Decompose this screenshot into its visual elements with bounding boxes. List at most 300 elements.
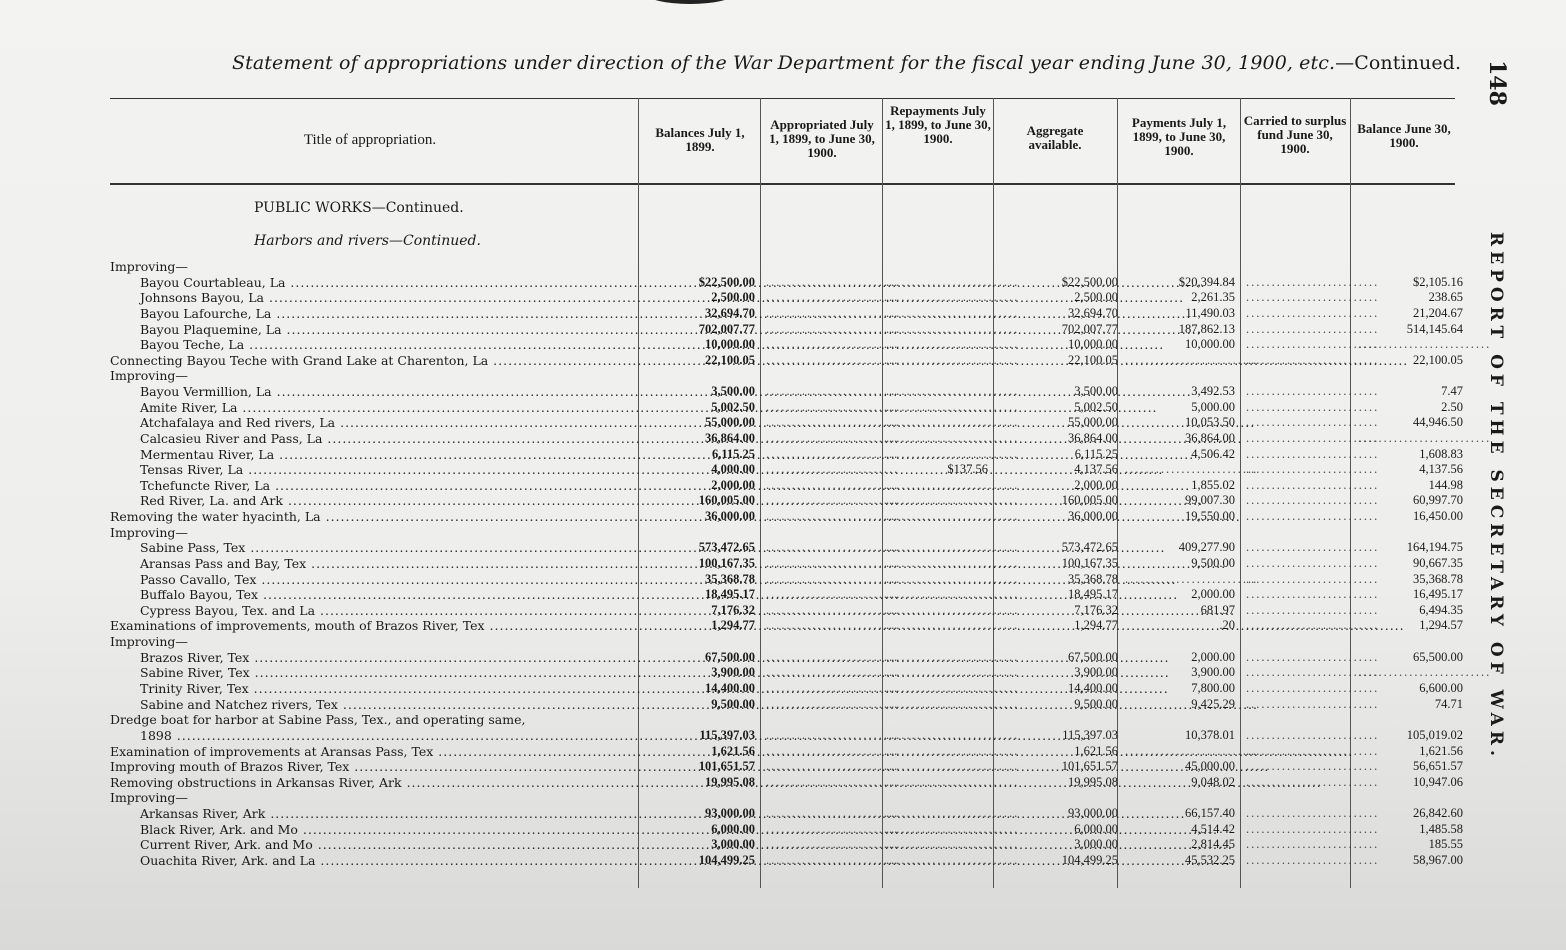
cell-value: 35,368.78 (1413, 571, 1463, 586)
leader-dots: .......................... (886, 852, 1020, 867)
table-row (110, 447, 1480, 462)
table-row (110, 509, 1480, 524)
table-row (110, 525, 1480, 540)
cell-value: 22,100.05 (1068, 352, 1118, 367)
leader-dots: .......................... (886, 430, 1020, 445)
leader-dots: .......................... (766, 462, 900, 477)
cell-value: 1,294.77 (711, 618, 755, 633)
leader-dots: .......................... (886, 618, 1020, 633)
cell-value: 11,490.03 (1185, 305, 1235, 320)
leader-dots: .......................... (886, 743, 1020, 758)
cell-value: 6,600.00 (1419, 681, 1463, 695)
cell-value: 238.65 (1428, 290, 1463, 305)
cell-value: 7,176.32 (1074, 602, 1118, 617)
page-title (232, 52, 1462, 74)
cell-value: 10,000.00 (705, 337, 755, 352)
table-row (110, 353, 1480, 368)
cell-value: 45,532.25 (1185, 852, 1235, 867)
leader-dots: .......................... (1246, 446, 1380, 461)
leader-dots: .......................... (766, 352, 900, 367)
cell-value: 105,019.02 (1406, 727, 1463, 742)
leader-dots: .......................... (766, 743, 900, 758)
cell-value: 409,277.90 (1178, 540, 1235, 555)
leader-dots: .......................... (1125, 462, 1259, 477)
cell-value: 2,000.00 (1191, 649, 1235, 664)
table-row (110, 822, 1480, 837)
cell-value: 67,500.00 (1068, 649, 1118, 664)
leader-dots: .......................... (1246, 321, 1380, 336)
cell-value: 19,550.00 (1185, 509, 1235, 524)
cell-value: 16,495.17 (1413, 587, 1463, 602)
table-row (110, 540, 1480, 555)
cell-value: 573,472.65 (698, 540, 755, 555)
cell-value: 185.55 (1428, 837, 1463, 852)
leader-dots: .......................... (1246, 352, 1380, 367)
table-row (110, 400, 1480, 415)
row-label: Bayou Courtableau, La ..... (140, 275, 638, 290)
cell-value: 514,145.64 (1406, 321, 1463, 336)
leader-dots: .......................... (1246, 462, 1380, 477)
cell-value: 10,947.06 (1413, 774, 1463, 789)
leader-dots: .......................... (766, 446, 900, 461)
cell-value: 16,450.00 (1413, 509, 1463, 524)
leader-dots: .......................... (1246, 555, 1380, 570)
leader-dots: .......................... (1246, 806, 1380, 821)
cell-value: 6,115.25 (1074, 446, 1118, 461)
cell-value: 55,000.00 (705, 415, 755, 430)
leader-dots: .......................... (766, 415, 900, 430)
cell-value: 19,995.08 (705, 774, 755, 789)
table-row (110, 634, 1480, 649)
cell-value: $137.56 (947, 462, 988, 477)
leader-dots: .......................... (766, 821, 900, 836)
cell-value: 702,007.77 (1061, 321, 1118, 336)
leader-dots: .......................... (1246, 696, 1380, 711)
cell-value: 56,651.57 (1413, 759, 1463, 774)
leader-dots: .......................... (886, 290, 1020, 305)
cell-value: 74.71 (1434, 696, 1463, 711)
row-label: Improving— (110, 259, 188, 274)
row-label: Amite River, La ..... (140, 400, 638, 415)
row-label: Dredge boat for harbor at Sabine Pass, Tex., and operating same, (110, 712, 526, 728)
leader-dots: .......................... (766, 399, 900, 414)
leader-dots: .......................... (886, 399, 1020, 414)
cell-value: 32,694.70 (705, 305, 755, 320)
leader-dots: .......................... (886, 540, 1020, 555)
leader-dots: .......................... (886, 806, 1020, 821)
row-label: Aransas Pass and Bay, Tex ..... (140, 556, 638, 571)
leader-dots: .......................... (766, 618, 900, 633)
leader-dots: .......................... (1246, 384, 1380, 399)
cell-value: 90,667.35 (1413, 555, 1463, 570)
leader-dots: .......................... (886, 759, 1020, 774)
cell-value: 7.47 (1441, 384, 1463, 399)
table-row (110, 368, 1480, 383)
leader-dots: .......................... (886, 681, 1020, 695)
cell-value: 36,864.00 (1068, 430, 1118, 445)
row-label: Improving— (110, 790, 188, 806)
table-row (110, 462, 1480, 477)
cell-value: 32,694.70 (1068, 305, 1118, 320)
table-row (110, 806, 1480, 821)
header-balance-1900: Balance June 30, 1900. (1357, 121, 1451, 150)
row-label: Bayou Plaquemine, La ..... (140, 322, 638, 337)
row-label: Bayou Vermillion, La ..... (140, 384, 638, 399)
row-label: Removing obstructions in Arkansas River, Ark ..... (110, 775, 638, 790)
leader-dots: .......................... (1246, 493, 1380, 508)
leader-dots: .......................... (766, 337, 900, 352)
table-row (110, 384, 1480, 399)
page-number: 148 (1484, 60, 1510, 106)
table-row (110, 478, 1480, 493)
leader-dots: .......................... (1246, 649, 1380, 664)
cell-value: 9,425.29 (1191, 696, 1235, 711)
leader-dots: .......................... (1246, 540, 1380, 555)
header-balances-1899: Balances July 1, 1899. (655, 125, 745, 154)
cell-value: 9,048.02 (1191, 774, 1235, 789)
table-row (110, 306, 1480, 321)
leader-dots: .......................... (886, 571, 1020, 586)
leader-dots: .......................... (1246, 430, 1380, 445)
cell-value: $2,105.16 (1413, 274, 1463, 289)
leader-dots: .......................... (886, 321, 1020, 336)
cell-value: 100,167.35 (1061, 555, 1118, 570)
row-label: Examinations of improvements, mouth of Brazos River, Tex ..... (110, 618, 638, 633)
table-row (110, 603, 1480, 618)
table-row (110, 744, 1480, 759)
cell-value: 1,294.77 (1074, 618, 1118, 633)
header-appropriated: Appropriated July 1, 1899, to June 30, 1900. (769, 117, 875, 160)
row-label: Bayou Lafourche, La ..... (140, 306, 638, 321)
cell-value: 36,864.00 (705, 430, 755, 445)
leader-dots: .......................... (1125, 571, 1259, 586)
leader-dots: .......................... (1246, 852, 1380, 867)
header-carried-to-surplus: Carried to surplus fund June 30, 1900. (1243, 113, 1347, 156)
row-label: Improving— (110, 634, 188, 650)
scan-artifact (645, 0, 735, 4)
cell-value: 93,000.00 (1068, 806, 1118, 821)
table-row (110, 587, 1480, 602)
leader-dots: .......................... (886, 696, 1020, 711)
cell-value: 35,368.78 (1068, 571, 1118, 586)
cell-value: 36,000.00 (1068, 509, 1118, 524)
row-label: Sabine Pass, Tex ..... (140, 540, 638, 555)
table-row (110, 728, 1480, 743)
cell-value: 101,651.57 (1061, 759, 1118, 774)
cell-value: 4,514.42 (1191, 821, 1235, 836)
leader-dots: .......................... (886, 587, 1020, 602)
row-label: Current River, Ark. and Mo ..... (140, 837, 638, 852)
cell-value: 99,007.30 (1185, 493, 1235, 508)
table-row (110, 681, 1480, 696)
row-label: Examination of improvements at Aransas Pass, Tex ..... (110, 744, 638, 759)
leader-dots: .......................... (1246, 290, 1380, 305)
row-label: Bayou Teche, La ..... (140, 337, 638, 352)
row-label: Brazos River, Tex ..... (140, 650, 638, 665)
cell-value: 3,492.53 (1191, 384, 1235, 399)
cell-value: 18,495.17 (1068, 587, 1118, 602)
cell-value: 65,500.00 (1413, 649, 1463, 664)
cell-value: 22,100.05 (705, 352, 755, 367)
row-label: Improving— (110, 524, 188, 540)
cell-value: 9,500.00 (1074, 696, 1118, 711)
leader-dots: .......................... (886, 555, 1020, 570)
row-label: Passo Cavallo, Tex ..... (140, 572, 638, 587)
leader-dots: .......................... (766, 384, 900, 399)
table-row (110, 337, 1492, 353)
cell-value: 14,400.00 (1068, 681, 1118, 695)
leader-dots: .......................... (886, 415, 1020, 430)
leader-dots: .......................... (766, 649, 900, 664)
cell-value: 9,500.00 (711, 696, 755, 711)
row-label: Atchafalaya and Red rivers, La ..... (140, 415, 638, 430)
cell-value: 14,400.00 (705, 681, 755, 695)
cell-value: 5,000.00 (1191, 399, 1235, 414)
cell-value: 2,000.00 (1074, 477, 1118, 492)
cell-value: 36,000.00 (705, 509, 755, 524)
cell-value: 7,800.00 (1191, 681, 1235, 695)
cell-value: 3,500.00 (1074, 384, 1118, 399)
leader-dots: .......................... (886, 727, 1020, 742)
row-label: Mermentau River, La ..... (140, 447, 638, 462)
leader-dots: .......................... (1246, 837, 1380, 852)
cell-value: 681.97 (1200, 602, 1235, 617)
leader-dots: .......................... (1246, 477, 1380, 492)
cell-value: 160,005.00 (1061, 493, 1118, 508)
leader-dots: .......................... (1246, 509, 1380, 524)
leader-dots: .......................... (1358, 337, 1492, 352)
header-aggregate-available: Aggregate available. (1026, 123, 1084, 152)
leader-dots: .......................... (1246, 305, 1380, 320)
leader-dots: .......................... (1246, 399, 1380, 414)
table-top-rule (110, 98, 1455, 99)
row-label: Sabine and Natchez rivers, Tex ..... (140, 697, 638, 712)
leader-dots: .......................... (766, 681, 900, 695)
leader-dots: .......................... (766, 665, 900, 680)
cell-value: 6,000.00 (1074, 821, 1118, 836)
leader-dots: .......................... (1246, 587, 1380, 602)
cell-value: 115,397.03 (699, 727, 755, 742)
table-row (110, 430, 1492, 446)
cell-value: 2,814.45 (1191, 837, 1235, 852)
cell-value: 6,000.00 (711, 821, 755, 836)
cell-value: 93,000.00 (705, 806, 755, 821)
table-row (110, 759, 1480, 774)
row-label: Connecting Bayou Teche with Grand Lake at Charenton, La ..... (110, 353, 638, 368)
row-label: Tchefuncte River, La ..... (140, 478, 638, 493)
cell-value: 45,000.00 (1185, 759, 1235, 774)
cell-value: 1,855.02 (1191, 477, 1235, 492)
leader-dots: .......................... (766, 806, 900, 821)
cell-value: 9,500.00 (1191, 555, 1235, 570)
leader-dots: .......................... (766, 290, 900, 305)
leader-dots: .......................... (766, 430, 900, 445)
cell-value: 160,005.00 (698, 493, 755, 508)
table-row (110, 665, 1492, 681)
row-label: Tensas River, La ..... (140, 462, 638, 477)
cell-value: 4,000.00 (711, 462, 755, 477)
cell-value: 10,000.00 (1185, 337, 1235, 352)
row-label: Calcasieu River and Pass, La ..... (140, 431, 638, 446)
cell-value: 1,621.56 (1074, 743, 1118, 758)
cell-value: 1,621.56 (1419, 743, 1463, 758)
table-row (110, 415, 1480, 430)
row-label: Improving mouth of Brazos River, Tex ..... (110, 759, 638, 774)
cell-value: 5,002.50 (1074, 399, 1118, 414)
leader-dots: .......................... (766, 727, 900, 742)
cell-value: 3,900.00 (711, 665, 755, 680)
table-row (110, 290, 1480, 305)
leader-dots: .......................... (886, 446, 1020, 461)
table-row (110, 572, 1480, 587)
table-row (110, 775, 1480, 790)
row-label: Ouachita River, Ark. and La ..... (140, 853, 638, 868)
leader-dots: .......................... (886, 493, 1020, 508)
leader-dots: .......................... (886, 477, 1020, 492)
table-row (110, 618, 1480, 633)
cell-value: 36,864.00 (1185, 430, 1235, 445)
cell-value: 7,176.32 (711, 602, 755, 617)
cell-value: 1,294.57 (1419, 618, 1463, 633)
row-label: 1898 ..... (140, 728, 638, 743)
cell-value: 3,000.00 (711, 837, 755, 852)
cell-value: 573,472.65 (1061, 540, 1118, 555)
leader-dots: .......................... (1246, 274, 1380, 289)
section-public-works: PUBLIC WORKS—Continued. (254, 200, 464, 216)
leader-dots: .......................... (766, 305, 900, 320)
cell-value: 187,862.13 (1178, 321, 1235, 336)
table-row (110, 275, 1480, 290)
cell-value: $22,500.00 (1061, 274, 1118, 289)
leader-dots: .......................... (766, 602, 900, 617)
cell-value: 3,000.00 (1074, 837, 1118, 852)
header-repayments: Repayments July 1, 1899, to June 30, 1900. (885, 103, 991, 146)
leader-dots: .......................... (1358, 665, 1492, 680)
header-bottom-rule (110, 183, 1455, 185)
title-main: Statement of appropriations under direction of the War Department for the fiscal year ending June 30, 1900, etc. (232, 52, 1336, 74)
leader-dots: .......................... (886, 274, 1020, 289)
table-row (110, 837, 1480, 852)
leader-dots: .......................... (1246, 602, 1380, 617)
leader-dots: .......................... (1246, 665, 1380, 680)
leader-dots: .......................... (1125, 352, 1259, 367)
leader-dots: .......................... (1358, 430, 1492, 445)
row-label: Removing the water hyacinth, La ..... (110, 509, 638, 524)
cell-value: 2,500.00 (711, 290, 755, 305)
table-row (110, 259, 1480, 274)
cell-value: 2,261.35 (1191, 290, 1235, 305)
leader-dots: .......................... (766, 555, 900, 570)
cell-value: 58,967.00 (1413, 852, 1463, 867)
header-title-of-appropriation: Title of appropriation. (303, 132, 437, 148)
cell-value: 2,000.00 (1191, 587, 1235, 602)
row-label: Sabine River, Tex ..... (140, 665, 638, 680)
cell-value: 35,368.78 (705, 571, 755, 586)
cell-value: 10,378.01 (1185, 727, 1235, 742)
leader-dots: .......................... (886, 384, 1020, 399)
table-row (110, 322, 1480, 337)
leader-dots: .......................... (886, 665, 1020, 680)
table-row (110, 493, 1480, 508)
leader-dots: .......................... (766, 477, 900, 492)
leader-dots: .......................... (886, 509, 1020, 524)
table-row (110, 790, 1480, 805)
leader-dots: .......................... (1246, 727, 1380, 742)
table-row (110, 556, 1480, 571)
leader-dots: .......................... (1125, 743, 1259, 758)
cell-value: 2,000.00 (711, 477, 755, 492)
cell-value: 4,137.56 (1419, 462, 1463, 477)
cell-value: 1,621.56 (711, 743, 755, 758)
table-row (110, 697, 1480, 712)
leader-dots: .......................... (766, 837, 900, 852)
cell-value: 1,485.58 (1419, 821, 1463, 836)
leader-dots: .......................... (886, 305, 1020, 320)
leader-dots: .......................... (886, 821, 1020, 836)
leader-dots: .......................... (1246, 821, 1380, 836)
leader-dots: .......................... (886, 602, 1020, 617)
cell-value: 10,053.50 (1185, 415, 1235, 430)
leader-dots: .......................... (766, 852, 900, 867)
cell-value: 4,506.42 (1191, 446, 1235, 461)
leader-dots: .......................... (886, 774, 1020, 789)
cell-value: 164,194.75 (1406, 540, 1463, 555)
header-payments: Payments July 1, 1899, to June 30, 1900. (1131, 115, 1227, 158)
running-head: REPORT OF THE SECRETARY OF WAR. (1486, 232, 1506, 761)
leader-dots: .......................... (1246, 774, 1380, 789)
cell-value: 100,167.35 (698, 555, 755, 570)
leader-dots: .......................... (766, 274, 900, 289)
leader-dots: .......................... (886, 837, 1020, 852)
row-label: Cypress Bayou, Tex. and La ..... (140, 603, 638, 618)
leader-dots: .......................... (1246, 337, 1380, 352)
leader-dots: .......................... (1246, 759, 1380, 774)
cell-value: 18,495.17 (705, 587, 755, 602)
cell-value: 3,500.00 (711, 384, 755, 399)
cell-value: 26,842.60 (1413, 806, 1463, 821)
cell-value: 66,157.40 (1185, 806, 1235, 821)
leader-dots: .......................... (766, 493, 900, 508)
section-harbors-and-rivers: Harbors and rivers—Continued. (254, 233, 481, 249)
cell-value: $22,500.00 (698, 274, 755, 289)
cell-value: 44,946.50 (1413, 415, 1463, 430)
leader-dots: .......................... (1246, 743, 1380, 758)
leader-dots: .......................... (766, 696, 900, 711)
table-row (110, 712, 1480, 727)
leader-dots: .......................... (766, 321, 900, 336)
cell-value: $20,394.84 (1178, 274, 1235, 289)
leader-dots: .......................... (1246, 681, 1380, 695)
cell-value: 6,494.35 (1419, 602, 1463, 617)
cell-value: 67,500.00 (705, 649, 755, 664)
row-label: Buffalo Bayou, Tex ..... (140, 587, 638, 602)
cell-value: 702,007.77 (698, 321, 755, 336)
cell-value: 10,000.00 (1068, 337, 1118, 352)
cell-value: 2,500.00 (1074, 290, 1118, 305)
leader-dots: .......................... (886, 352, 1020, 367)
cell-value: 1,608.83 (1419, 446, 1463, 461)
leader-dots: .......................... (886, 649, 1020, 664)
cell-value: 3,900.00 (1074, 665, 1118, 680)
leader-dots: .......................... (1246, 618, 1380, 633)
cell-value: 5,002.50 (711, 399, 755, 414)
cell-value: 60,997.70 (1413, 493, 1463, 508)
cell-value: 21,204.67 (1413, 305, 1463, 320)
leader-dots: .......................... (766, 774, 900, 789)
cell-value: 101,651.57 (698, 759, 755, 774)
row-label: Improving— (110, 368, 188, 384)
row-label: Black River, Ark. and Mo ..... (140, 822, 638, 837)
